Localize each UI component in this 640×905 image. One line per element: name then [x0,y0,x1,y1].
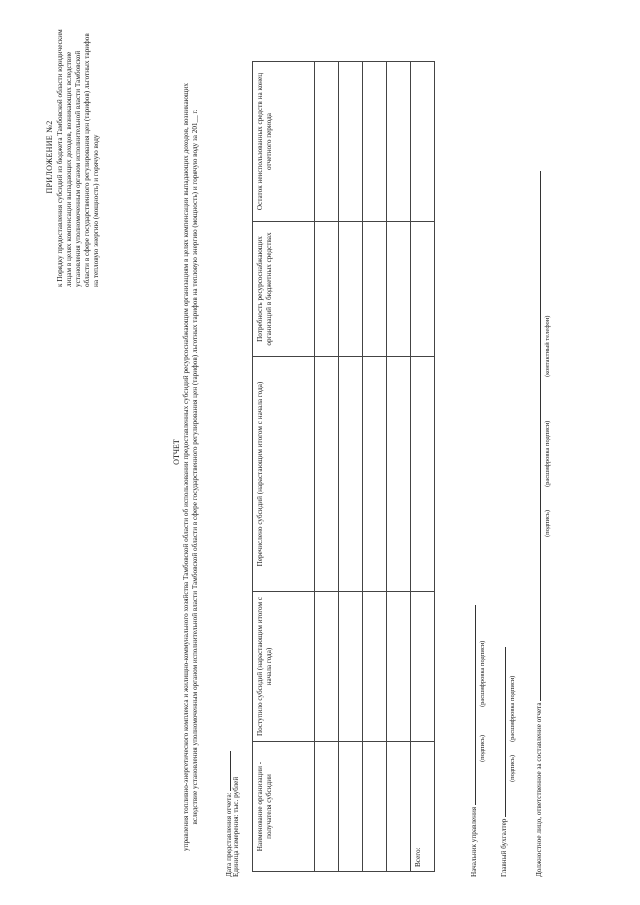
table-cell [339,592,363,742]
head-signature-line [475,605,476,805]
table-cell [315,592,339,742]
appendix-block [45,27,101,287]
table-row [315,62,339,872]
responsible-decode-caption: (расшифровка подписи) [544,420,551,487]
table-cell [363,742,387,872]
table-cell [315,357,339,592]
head-sign-caption: (подпись) [479,735,486,762]
table-cell [363,357,387,592]
table-total-row [411,62,435,872]
table-cell [387,357,411,592]
table-cell [315,222,339,357]
responsible-phone-caption: (контактный телефон) [544,315,551,377]
responsible-signature-line [540,171,541,701]
appendix-title: ПРИЛОЖЕНИЕ №2 [45,120,54,194]
table-header-cell: Наименование организации - получателя субсидии [253,742,315,872]
table-row [339,62,363,872]
accountant-decode-caption: (расшифровка подписи) [509,675,516,742]
accountant-label: Главный бухгалтер [500,818,508,877]
head-label: Начальник управления [470,806,478,877]
head-decode-caption: (расшифровка подписи) [479,640,486,707]
table-cell [387,222,411,357]
table-cell [339,62,363,222]
table-cell [387,62,411,222]
table-cell [387,592,411,742]
table-cell [315,742,339,872]
table-header-cell: Потребность ресурсоснабжающих организаций в бюджетных средствах [253,222,315,357]
rotated-report-sheet [45,27,605,877]
responsible-label: Должностное лицо, ответственное за составление отчета [535,702,543,877]
accountant-signature-row [500,647,509,877]
table-header-cell: Поступило субсидий (нарастающим итогом с начала года) [253,592,315,742]
date-label: Дата представления отчета: [225,792,233,877]
table-cell [411,592,435,742]
total-label: Всего: [411,742,435,872]
report-subtitle: управления топливно-энергетического комплекса и жилищно-коммунального хозяйства Тамбовской области об использовании предоставленных субсидий ресурсоснабжающим организациям в целях компенсации выпадающих доходов, возникающих вследствие установления уполномоченным органом исполнительной власти Тамбовской области в сфере государственного регулирования цен (тарифов) льготных тарифов на тепловую энергию (мощность) и горячую воду за 201__ г. [182,83,199,851]
table-cell [339,357,363,592]
responsible-sign-caption: (подпись) [544,510,551,537]
responsible-signature-row [535,171,544,877]
report-title: ОТЧЕТ [172,439,181,465]
table-cell [339,222,363,357]
table-cell [363,222,387,357]
table-header-row [253,62,315,872]
head-signature-row [470,605,479,877]
table-cell [315,62,339,222]
table-cell [363,62,387,222]
table-row [363,62,387,872]
table-header-cell: Перечислено субсидий (нарастающим итогом с начала года) [253,357,315,592]
table-cell [411,222,435,357]
table-cell [339,742,363,872]
accountant-signature-line [505,647,506,817]
unit-label: Единица измерения: тыс. рублей [232,776,240,877]
table-header-cell: Остаток неиспользованных средств на конец отчетного периода [253,62,315,222]
accountant-sign-caption: (подпись) [509,755,516,782]
appendix-text: к Порядку предоставления субсидий из бюджета Тамбовской области юридическим лицам в целях компенсации выпадающих доходов, возникающих вследствие установления уполномоченным органом исполнительной власти Тамбовской области в сфере государственного регулирования цен (тарифов) льготных тарифов на тепловую энергию (мощность) и горячую воду [56,29,100,287]
table-row [387,62,411,872]
table-cell [411,357,435,592]
date-line [223,751,231,791]
table-cell [411,62,435,222]
report-table [252,61,435,872]
table-cell [363,592,387,742]
table-cell [387,742,411,872]
